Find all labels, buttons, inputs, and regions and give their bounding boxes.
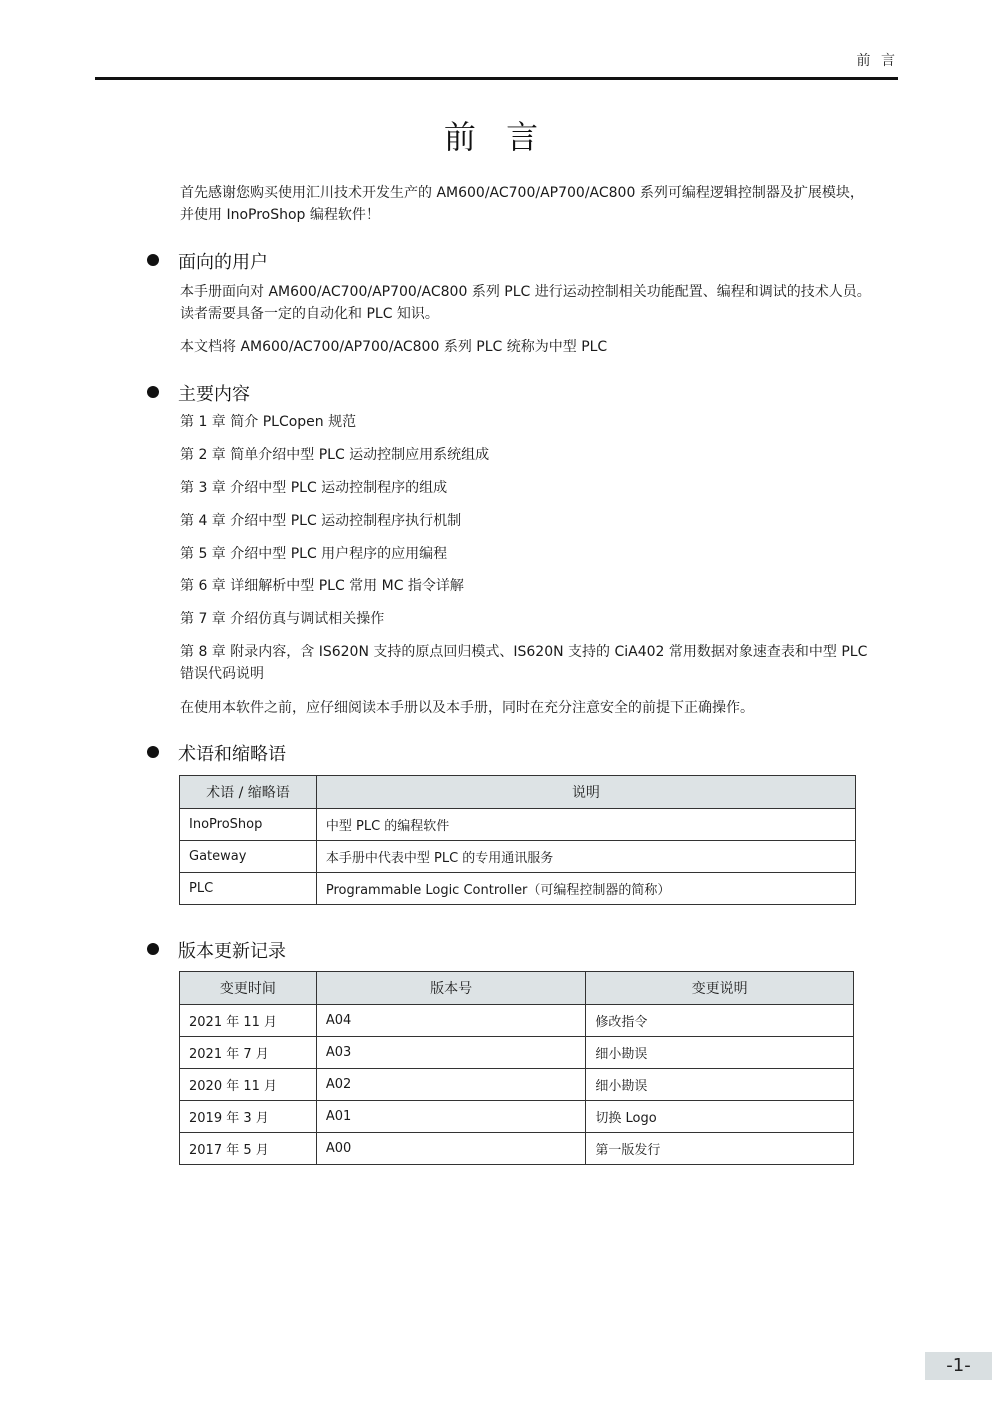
chapter-item-4: 第 4 章 介绍中型 PLC 运动控制程序执行机制 bbox=[180, 513, 462, 529]
intro-line-2: 并使用 InoProShop 编程软件！ bbox=[180, 207, 380, 223]
table-row bbox=[180, 1133, 854, 1165]
term-cell: Gateway bbox=[180, 841, 317, 873]
table-row bbox=[180, 841, 856, 873]
audience-note: 本文档将 AM600/AC700/AP700/AC800 系列 PLC 统称为中型 PLC bbox=[180, 339, 608, 355]
running-header-title: 前 言 bbox=[856, 53, 898, 69]
terms-table-header bbox=[180, 776, 856, 809]
change-cell: 细小勘误 bbox=[586, 1069, 854, 1101]
chapter-8-line-2: 错误代码说明 bbox=[180, 666, 264, 682]
section-heading-audience: 面向的用户 bbox=[178, 252, 268, 273]
chapter-8-line-1: 第 8 章 附录内容，含 IS620N 支持的原点回归模式、IS620N 支持的 CiA402 常用数据对象速查表和中型 PLC bbox=[180, 644, 868, 660]
chapter-item-3: 第 3 章 介绍中型 PLC 运动控制程序的组成 bbox=[180, 480, 448, 496]
change-cell: 第一版发行 bbox=[586, 1133, 854, 1165]
version-cell: A00 bbox=[316, 1133, 586, 1165]
change-cell: 切换 Logo bbox=[586, 1101, 854, 1133]
table-row bbox=[180, 1005, 854, 1037]
bullet-icon bbox=[147, 943, 159, 955]
revision-table-header bbox=[180, 972, 854, 1005]
section-heading-contents: 主要内容 bbox=[178, 384, 250, 405]
term-cell: InoProShop bbox=[180, 809, 317, 841]
term-cell: PLC bbox=[180, 873, 317, 905]
change-cell: 修改指令 bbox=[586, 1005, 854, 1037]
table-row bbox=[180, 1037, 854, 1069]
description-cell: 中型 PLC 的编程软件 bbox=[316, 809, 855, 841]
intro-line-1: 首先感谢您购买使用汇川技术开发生产的 AM600/AC700/AP700/AC800 系列可编程逻辑控制器及扩展模块， bbox=[180, 185, 864, 201]
description-cell: 本手册中代表中型 PLC 的专用通讯服务 bbox=[316, 841, 855, 873]
chapter-item-6: 第 6 章 详细解析中型 PLC 常用 MC 指令详解 bbox=[180, 578, 464, 594]
section-heading-terms: 术语和缩略语 bbox=[178, 744, 286, 765]
intro-paragraph bbox=[180, 182, 896, 226]
bullet-icon bbox=[147, 254, 159, 266]
audience-paragraph bbox=[180, 281, 896, 325]
table-row bbox=[180, 1069, 854, 1101]
page-number: -1- bbox=[925, 1352, 992, 1380]
date-cell: 2019 年 3 月 bbox=[180, 1101, 317, 1133]
date-cell: 2021 年 11 月 bbox=[180, 1005, 317, 1037]
table-row bbox=[180, 1101, 854, 1133]
version-cell: A01 bbox=[316, 1101, 586, 1133]
change-cell: 细小勘误 bbox=[586, 1037, 854, 1069]
column-header-change: 变更说明 bbox=[586, 972, 854, 1005]
revision-table bbox=[179, 971, 854, 1165]
table-row bbox=[180, 809, 856, 841]
version-cell: A04 bbox=[316, 1005, 586, 1037]
version-cell: A03 bbox=[316, 1037, 586, 1069]
date-cell: 2021 年 7 月 bbox=[180, 1037, 317, 1069]
date-cell: 2017 年 5 月 bbox=[180, 1133, 317, 1165]
table-row bbox=[180, 873, 856, 905]
date-cell: 2020 年 11 月 bbox=[180, 1069, 317, 1101]
version-cell: A02 bbox=[316, 1069, 586, 1101]
header-rule bbox=[95, 77, 898, 80]
column-header-term: 术语 / 缩略语 bbox=[180, 776, 317, 809]
column-header-date: 变更时间 bbox=[180, 972, 317, 1005]
chapter-item-5: 第 5 章 介绍中型 PLC 用户程序的应用编程 bbox=[180, 546, 448, 562]
audience-line-1: 本手册面向对 AM600/AC700/AP700/AC800 系列 PLC 进行运动控制相关功能配置、编程和调试的技术人员。 bbox=[180, 284, 871, 300]
chapter-item-8 bbox=[180, 641, 896, 685]
column-header-version: 版本号 bbox=[316, 972, 586, 1005]
page-title: 前 言 bbox=[443, 118, 549, 156]
terms-table bbox=[179, 775, 856, 905]
column-header-description: 说明 bbox=[316, 776, 855, 809]
chapter-item-2: 第 2 章 简单介绍中型 PLC 运动控制应用系统组成 bbox=[180, 447, 490, 463]
section-heading-revisions: 版本更新记录 bbox=[178, 941, 286, 962]
bullet-icon bbox=[147, 746, 159, 758]
audience-line-2: 读者需要具备一定的自动化和 PLC 知识。 bbox=[180, 306, 439, 322]
usage-advice: 在使用本软件之前，应仔细阅读本手册以及本手册，同时在充分注意安全的前提下正确操作。 bbox=[180, 700, 754, 716]
bullet-icon bbox=[147, 386, 159, 398]
chapter-item-7: 第 7 章 介绍仿真与调试相关操作 bbox=[180, 611, 385, 627]
description-cell: Programmable Logic Controller（可编程控制器的简称） bbox=[316, 873, 855, 905]
chapter-item-1: 第 1 章 简介 PLCopen 规范 bbox=[180, 414, 357, 430]
